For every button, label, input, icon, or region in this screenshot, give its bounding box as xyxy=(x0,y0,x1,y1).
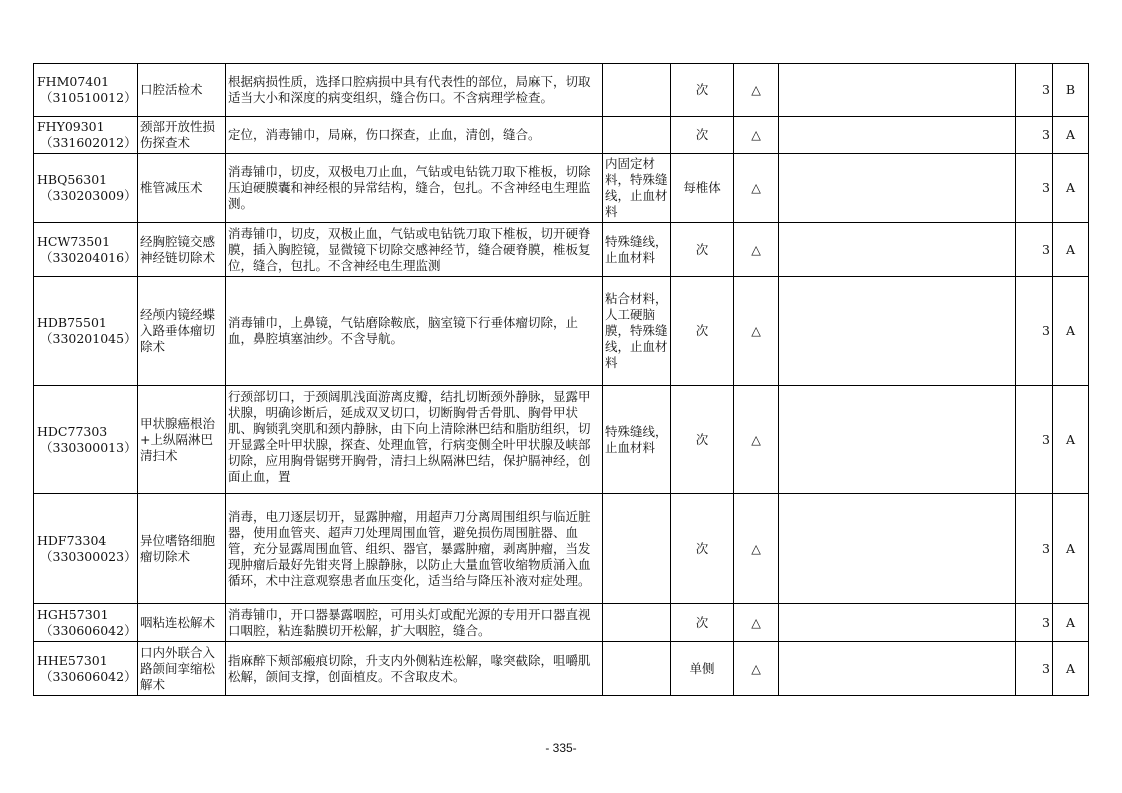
item-class: A xyxy=(1053,494,1089,604)
page-number: - 335- xyxy=(545,741,577,755)
item-code-cell xyxy=(34,494,138,604)
item-code: HDF73304 xyxy=(37,532,107,548)
item-code-cell xyxy=(34,604,138,642)
item-code-cell xyxy=(34,154,138,223)
item-price xyxy=(779,494,1016,604)
table-row xyxy=(34,494,1089,604)
triangle-icon: △ xyxy=(734,386,779,494)
item-level: 3 xyxy=(1016,64,1053,117)
item-unit: 次 xyxy=(671,277,734,386)
item-old-code: （310510012） xyxy=(40,90,137,105)
triangle-icon: △ xyxy=(734,64,779,117)
item-code: HDC77303 xyxy=(37,423,108,439)
item-price xyxy=(779,386,1016,494)
item-code-cell xyxy=(34,117,138,154)
item-code-cell xyxy=(34,277,138,386)
item-price xyxy=(779,117,1016,154)
item-level: 3 xyxy=(1016,277,1053,386)
item-unit: 次 xyxy=(671,604,734,642)
item-price xyxy=(779,604,1016,642)
item-old-code: （330606042） xyxy=(40,622,137,638)
triangle-icon: △ xyxy=(734,223,779,277)
item-price xyxy=(779,154,1016,223)
item-level: 3 xyxy=(1016,604,1053,642)
item-code: FHY09301 xyxy=(37,119,105,134)
item-description xyxy=(226,386,603,494)
item-price xyxy=(779,277,1016,386)
item-old-code: （331602012） xyxy=(40,135,137,150)
item-code-cell xyxy=(34,642,138,696)
table-row xyxy=(34,642,1089,696)
item-unit: 次 xyxy=(671,117,734,154)
item-description: 指麻醉下颊部瘢痕切除，升支内外侧粘连松解，喙突截除，咀嚼肌松解，颌间支撑，创面植皮。不含取皮术。 xyxy=(226,642,603,696)
item-level: 3 xyxy=(1016,494,1053,604)
item-description: 消毒铺巾，切皮，双极电刀止血，气钻或电钻铣刀取下椎板，切除压迫硬膜囊和神经根的异常结构，缝合，包扎。不含神经电生理监测。 xyxy=(226,154,603,223)
triangle-icon: △ xyxy=(734,154,779,223)
item-name: 口内外联合入路颌间挛缩松解术 xyxy=(138,642,226,696)
triangle-icon: △ xyxy=(734,117,779,154)
item-description: 消毒铺巾，上鼻镜，气钻磨除鞍底，脑室镜下行垂体瘤切除，止血，鼻腔填塞油纱。不含导航。 xyxy=(226,277,603,386)
item-code: FHM07401 xyxy=(37,74,110,89)
item-excluded-materials: 特殊缝线，止血材料 xyxy=(603,386,671,494)
item-code: HBQ56301 xyxy=(37,172,108,187)
item-level: 3 xyxy=(1016,386,1053,494)
item-name: 口腔活检术 xyxy=(138,64,226,117)
item-old-code: （330203009） xyxy=(40,188,137,203)
item-name: 椎管减压术 xyxy=(138,154,226,223)
item-class: A xyxy=(1053,154,1089,223)
item-excluded-materials xyxy=(603,604,671,642)
item-description: 定位，消毒铺巾，局麻，伤口探查，止血，清创，缝合。 xyxy=(226,117,603,154)
table-row xyxy=(34,277,1089,386)
item-name: 甲状腺癌根治+上纵隔淋巴清扫术 xyxy=(138,386,226,494)
item-description: 消毒铺巾，切皮，双极止血，气钻或电钻铣刀取下椎板，切开硬脊膜，插入胸腔镜，显微镜下切除交感神经节，缝合硬脊膜，椎板复位，缝合，包扎。不含神经电生理监测 xyxy=(226,223,603,277)
item-level: 3 xyxy=(1016,223,1053,277)
item-unit: 次 xyxy=(671,64,734,117)
item-unit: 次 xyxy=(671,386,734,494)
item-name: 异位嗜铬细胞瘤切除术 xyxy=(138,494,226,604)
item-level: 3 xyxy=(1016,642,1053,696)
item-old-code: （330204016） xyxy=(40,249,137,265)
item-class: A xyxy=(1053,604,1089,642)
item-description: 根据病损性质，选择口腔病损中具有代表性的部位，局麻下，切取适当大小和深度的病变组织，缝合伤口。不含病理学检查。 xyxy=(226,64,603,117)
triangle-icon: △ xyxy=(734,604,779,642)
item-name: 颈部开放性损伤探查术 xyxy=(138,117,226,154)
item-class: A xyxy=(1053,277,1089,386)
item-old-code: （330300013） xyxy=(40,439,137,455)
table-row xyxy=(34,386,1089,494)
item-level: 3 xyxy=(1016,154,1053,223)
item-excluded-materials: 内固定材料，特殊缝线，止血材料 xyxy=(603,154,671,223)
item-class: A xyxy=(1053,223,1089,277)
item-class: B xyxy=(1053,64,1089,117)
table-row xyxy=(34,117,1089,154)
item-price xyxy=(779,223,1016,277)
item-old-code: （330300023） xyxy=(40,548,137,564)
item-excluded-materials: 特殊缝线，止血材料 xyxy=(603,223,671,277)
item-price xyxy=(779,64,1016,117)
item-excluded-materials xyxy=(603,117,671,154)
table-row xyxy=(34,604,1089,642)
item-name: 经颅内镜经蝶入路垂体瘤切除术 xyxy=(138,277,226,386)
item-unit: 次 xyxy=(671,223,734,277)
triangle-icon: △ xyxy=(734,494,779,604)
item-code: HHE57301 xyxy=(37,652,108,668)
item-old-code: （330606042） xyxy=(40,668,137,684)
item-class: A xyxy=(1053,642,1089,696)
item-old-code: （330201045） xyxy=(40,331,137,346)
table-row xyxy=(34,64,1089,117)
item-unit: 单侧 xyxy=(671,642,734,696)
item-description: 消毒，电刀逐层切开，显露肿瘤，用超声刀分离周围组织与临近脏器，使用血管夹、超声刀处理周围血管，避免损伤周围脏器、血管，充分显露周围血管、组织、器官，暴露肿瘤，剥离肿瘤，当发现肿瘤后最好先钳夹肾上腺静脉，以防止大量血管收缩物质涌入血循环，术中注意观察患者血压变化，适当给与降压补液对症处理。 xyxy=(226,494,603,604)
item-description: 消毒铺巾，开口器暴露咽腔，可用头灯或配光源的专用开口器直视口咽腔，粘连黏膜切开松解，扩大咽腔，缝合。 xyxy=(226,604,603,642)
item-excluded-materials xyxy=(603,64,671,117)
item-class: A xyxy=(1053,117,1089,154)
item-excluded-materials xyxy=(603,642,671,696)
item-name: 经胸腔镜交感神经链切除术 xyxy=(138,223,226,277)
item-excluded-materials xyxy=(603,494,671,604)
item-excluded-materials: 粘合材料，人工硬脑膜，特殊缝线，止血材料 xyxy=(603,277,671,386)
item-name: 咽粘连松解术 xyxy=(138,604,226,642)
item-code-cell xyxy=(34,386,138,494)
item-code: HDB75501 xyxy=(37,315,107,330)
item-unit: 次 xyxy=(671,494,734,604)
triangle-icon: △ xyxy=(734,642,779,696)
item-unit: 每椎体 xyxy=(671,154,734,223)
item-description-text: 行颈部切口，于颈阔肌浅面游离皮瓣，结扎切断颈外静脉，显露甲状腺，明确诊断后，延成双叉切口，切断胸骨舌骨肌、胸骨甲状肌、胸锁乳突肌和颈内静脉，由下向上清除淋巴结和脂肪组织，切开显露全叶甲状腺，探查、处理血管，行病变侧全叶甲状腺及峡部切除，应用胸骨锯劈开胸骨，清扫上纵隔淋巴结，保护膈神经，创面止血，置 xyxy=(228,388,591,484)
item-code-cell xyxy=(34,64,138,117)
table-row xyxy=(34,223,1089,277)
table-row xyxy=(34,154,1089,223)
fee-table xyxy=(33,63,1089,696)
item-code: HGH57301 xyxy=(37,606,109,622)
item-price xyxy=(779,642,1016,696)
item-code-cell xyxy=(34,223,138,277)
item-code: HCW73501 xyxy=(37,233,111,249)
item-class: A xyxy=(1053,386,1089,494)
triangle-icon: △ xyxy=(734,277,779,386)
item-level: 3 xyxy=(1016,117,1053,154)
